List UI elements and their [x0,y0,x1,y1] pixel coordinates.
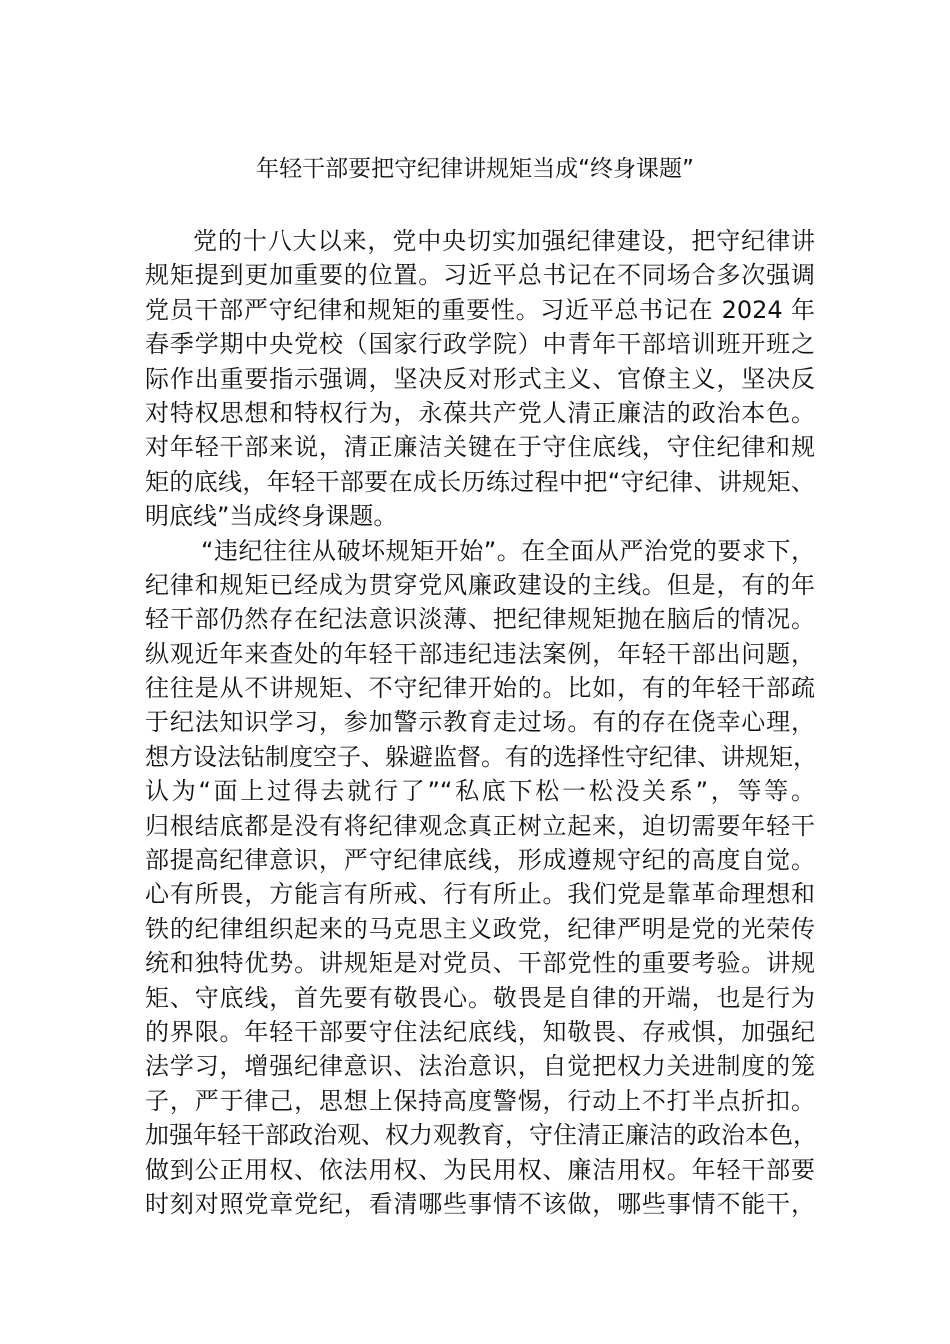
paragraph-2-line: “违纪往往从破坏规矩开始”。在全面从严治党的要求下， [201,536,815,565]
paragraph-2-line: 心有所畏，方能言有所戒、行有所止。我们党是靠革命理想和 [145,880,815,909]
paragraph-2-line: 统和独特优势。讲规矩是对党员、干部党性的重要考验。讲规 [145,949,815,978]
paragraph-2-line: 子，严于律己，思想上保持高度警惕，行动上不打半点折扣。 [145,1086,815,1115]
paragraph-2-line: 法学习，增强纪律意识、法治意识，自觉把权力关进制度的笼 [145,1052,815,1081]
paragraph-2-line: 认为“面上过得去就行了”“私底下松一松没关系”，等等。 [145,777,815,806]
paragraph-2-line: 加强年轻干部政治观、权力观教育，守住清正廉洁的政治本色， [145,1121,817,1150]
paragraph-2-line: 矩、守底线，首先要有敬畏心。敬畏是自律的开端，也是行为 [145,983,815,1012]
paragraph-2-line: 想方设法钻制度空子、躲避监督。有的选择性守纪律、讲规矩， [145,742,817,771]
paragraph-2-line: 归根结底都是没有将纪律观念真正树立起来，迫切需要年轻干 [145,811,815,840]
paragraph-1-line: 明底线”当成终身课题。 [145,502,398,531]
paragraph-1-line: 春季学期中央党校（国家行政学院）中青年干部培训班开班之 [145,330,815,359]
document-body [145,224,815,1221]
paragraph-1-line: 规矩提到更加重要的位置。习近平总书记在不同场合多次强调 [145,261,815,290]
paragraph-2-line: 铁的纪律组织起来的马克思主义政党，纪律严明是党的光荣传 [145,914,815,943]
paragraph-1-line: 对特权思想和特权行为，永葆共产党人清正廉洁的政治本色。 [145,398,815,427]
document-title: 年轻干部要把守纪律讲规矩当成“终身课题” [256,156,694,182]
paragraph-2-line: 轻干部仍然存在纪法意识淡薄、把纪律规矩抛在脑后的情况。 [145,605,815,634]
paragraph-2-line: 部提高纪律意识，严守纪律底线，形成遵规守纪的高度自觉。 [145,846,815,875]
paragraph-1-line: 党的十八大以来，党中央切实加强纪律建设，把守纪律讲 [193,227,815,255]
paragraph-2-line: 于纪法知识学习，参加警示教育走过场。有的存在侥幸心理， [145,708,815,737]
paragraph-2-line: 往往是从不讲规矩、不守纪律开始的。比如，有的年轻干部疏 [145,674,815,703]
paragraph-2-line: 纪律和规矩已经成为贯穿党风廉政建设的主线。但是，有的年 [145,570,815,599]
paragraph-1-line: 矩的底线，年轻干部要在成长历练过程中把“守纪律、讲规矩、 [145,467,815,496]
paragraph-1-line: 党员干部严守纪律和规矩的重要性。习近平总书记在 2024 年 [145,295,815,324]
paragraph-2-line: 纵观近年来查处的年轻干部违纪违法案例，年轻干部出问题， [145,639,815,668]
paragraph-1-line: 际作出重要指示强调，坚决反对形式主义、官僚主义，坚决反 [145,364,815,393]
paragraph-1-line: 对年轻干部来说，清正廉洁关键在于守住底线，守住纪律和规 [145,433,815,462]
paragraph-2-line: 做到公正用权、依法用权、为民用权、廉洁用权。年轻干部要 [145,1155,815,1184]
paragraph-2-line: 的界限。年轻干部要守住法纪底线，知敬畏、存戒惧，加强纪 [145,1017,815,1046]
paragraph-2-line: 时刻对照党章党纪，看清哪些事情不该做，哪些事情不能干， [145,1189,815,1218]
